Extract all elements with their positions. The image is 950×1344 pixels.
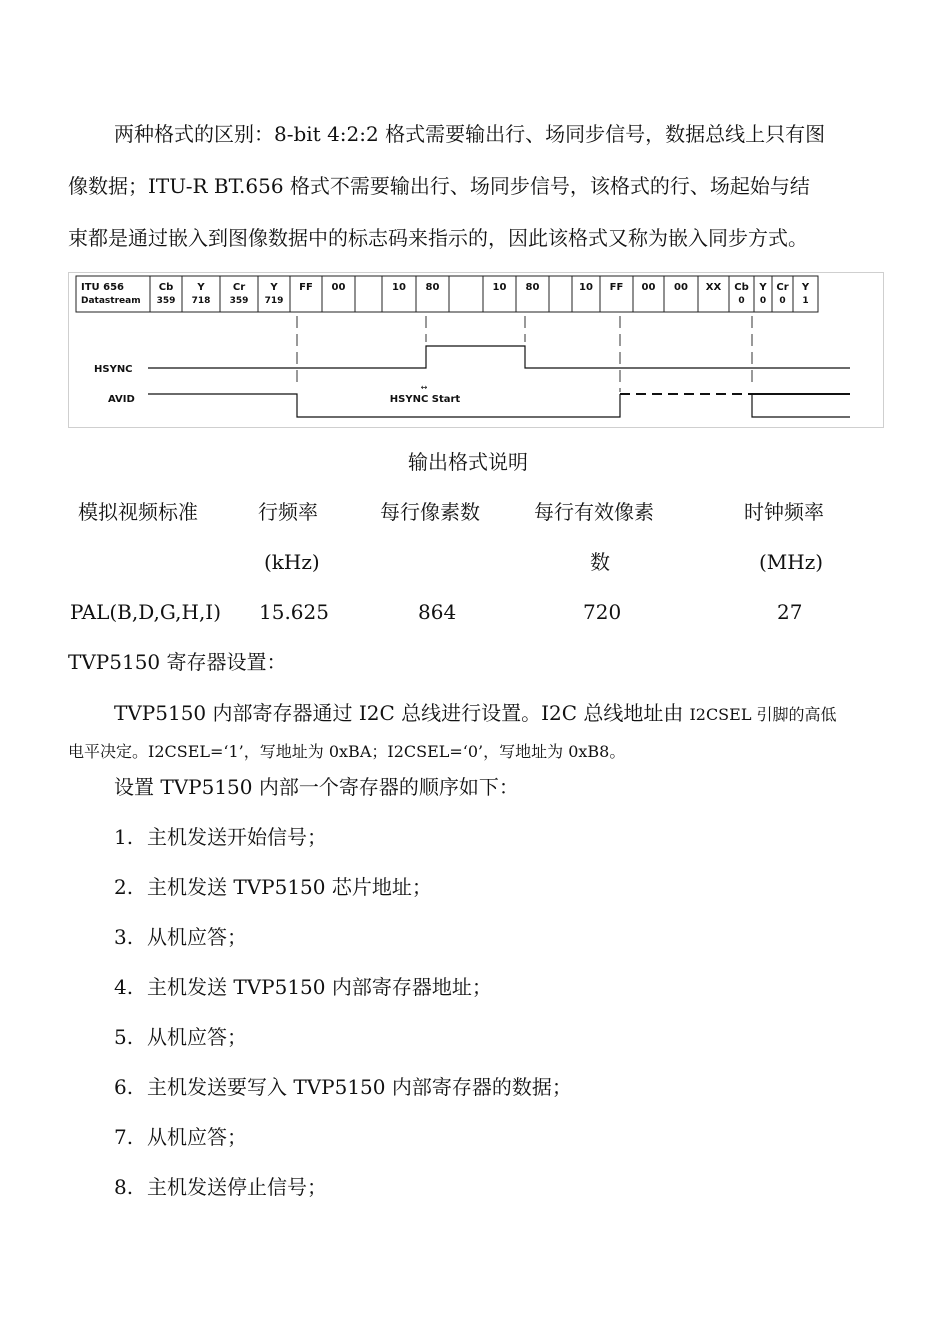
- table-cell: 864: [418, 600, 457, 624]
- table-header: 行频率: [258, 500, 318, 524]
- step-text: 从机应答；: [147, 925, 247, 949]
- step-number: 3.: [114, 925, 134, 949]
- step-text: 主机发送要写入 TVP5150 内部寄存器的数据；: [147, 1075, 572, 1099]
- table-header: 每行像素数: [380, 500, 480, 524]
- step-text: 主机发送停止信号；: [147, 1175, 327, 1199]
- body-paragraph-2: 设置 TVP5150 内部一个寄存器的顺序如下：: [114, 775, 519, 799]
- datastream-cell-top: 10: [579, 282, 593, 293]
- datastream-cell: [355, 276, 382, 312]
- step-text: 从机应答；: [147, 1125, 247, 1149]
- datastream-cell-bottom: 718: [191, 296, 211, 306]
- datastream-cell-bottom: 0: [759, 296, 767, 306]
- datastream-cell-top: 80: [525, 282, 540, 293]
- datastream-cell-top: Cr: [232, 282, 246, 293]
- step-text: 主机发送 TVP5150 芯片地址；: [147, 875, 432, 899]
- table-header: 时钟频率: [744, 500, 824, 524]
- datastream-cell-bottom: 0: [779, 296, 786, 306]
- table-header: 每行有效像素: [534, 500, 654, 524]
- datastream-cell-top: Y: [759, 282, 767, 293]
- step-number: 1.: [114, 825, 134, 849]
- table-cell: 27: [777, 600, 803, 624]
- datastream-cell-top: 80: [425, 282, 440, 293]
- datastream-cell-bottom: 1: [802, 296, 809, 306]
- datastream-cell: [449, 276, 483, 312]
- intro-line-3: 束都是通过嵌入到图像数据中的标志码来指示的，因此该格式又称为嵌入同步方式。: [68, 226, 808, 250]
- avid-label: AVID: [108, 394, 135, 405]
- step-text: 主机发送 TVP5150 内部寄存器地址；: [147, 975, 492, 999]
- body-p1-main: TVP5150 内部寄存器通过 I2C 总线进行设置。I2C 总线地址由: [114, 701, 684, 725]
- datastream-cell-top: Cb: [158, 282, 174, 293]
- datastream-cell-bottom: 719: [264, 296, 284, 306]
- step-number: 7.: [114, 1125, 134, 1149]
- intro-line-1: 两种格式的区别：8-bit 4:2:2 格式需要输出行、场同步信号，数据总线上只有图: [114, 122, 826, 146]
- step-text: 从机应答；: [147, 1025, 247, 1049]
- step-number: 5.: [114, 1025, 134, 1049]
- intro-line-2: 像数据；ITU-R BT.656 格式不需要输出行、场同步信号，该格式的行、场起始与结: [68, 174, 810, 198]
- step-text: 主机发送开始信号；: [147, 825, 327, 849]
- table-header-cont: 数: [590, 550, 610, 574]
- datastream-cell-top: XX: [705, 282, 722, 293]
- step-number: 8.: [114, 1175, 134, 1199]
- hsync-start-label: HSYNC Start: [389, 394, 461, 405]
- datastream-cell-top: Cb: [734, 282, 749, 293]
- body-p1-tail: I2CSEL 引脚的高低: [689, 705, 837, 724]
- timing-diagram: [68, 272, 884, 428]
- table-cell: PAL(B,D,G,H,I): [70, 600, 222, 624]
- datastream-cell-top: 00: [331, 282, 346, 293]
- datastream-cell-top: Y: [197, 282, 205, 293]
- table-header-unit: (kHz): [264, 550, 320, 574]
- diagram-caption: 输出格式说明: [408, 450, 528, 474]
- datastream-cell-top: Y: [270, 282, 278, 293]
- datastream-cell-top: Cr: [776, 282, 789, 293]
- step-number: 2.: [114, 875, 134, 899]
- datastream-cell-top: FF: [609, 282, 624, 293]
- datastream-cell-top: 10: [392, 282, 406, 293]
- datastream-cell-top: Y: [801, 282, 810, 293]
- datastream-cell-top: 00: [674, 282, 688, 293]
- table-cell: 15.625: [259, 600, 329, 624]
- table-header: 模拟视频标准: [78, 500, 198, 524]
- datastream-header: [76, 276, 818, 312]
- datastream-cell: [549, 276, 572, 312]
- table-header-unit: (MHz): [759, 550, 824, 574]
- datastream-cell-bottom: 359: [229, 296, 249, 306]
- datastream-cell-bottom: 0: [738, 296, 745, 306]
- datastream-cell-top: ITU 656: [81, 282, 125, 293]
- datastream-cell-bottom: Datastream: [81, 296, 141, 306]
- step-number: 4.: [114, 975, 134, 999]
- hsync-label: HSYNC: [94, 364, 133, 375]
- datastream-cell-top: 00: [641, 282, 656, 293]
- table-cell: 720: [583, 600, 622, 624]
- step-number: 6.: [114, 1075, 134, 1099]
- hsync-start-arrow: ↔: [420, 383, 428, 392]
- body-paragraph-1: [114, 701, 837, 727]
- body-paragraph-1-line-2: 电平决定。I2CSEL=‘1’，写地址为 0xBA；I2CSEL=‘0’，写地址为 0xB8。: [68, 742, 626, 761]
- section-title: TVP5150 寄存器设置：: [68, 650, 287, 674]
- datastream-cell-top: FF: [299, 282, 313, 293]
- datastream-cell-top: 10: [492, 282, 507, 293]
- datastream-cell-bottom: 359: [156, 296, 176, 306]
